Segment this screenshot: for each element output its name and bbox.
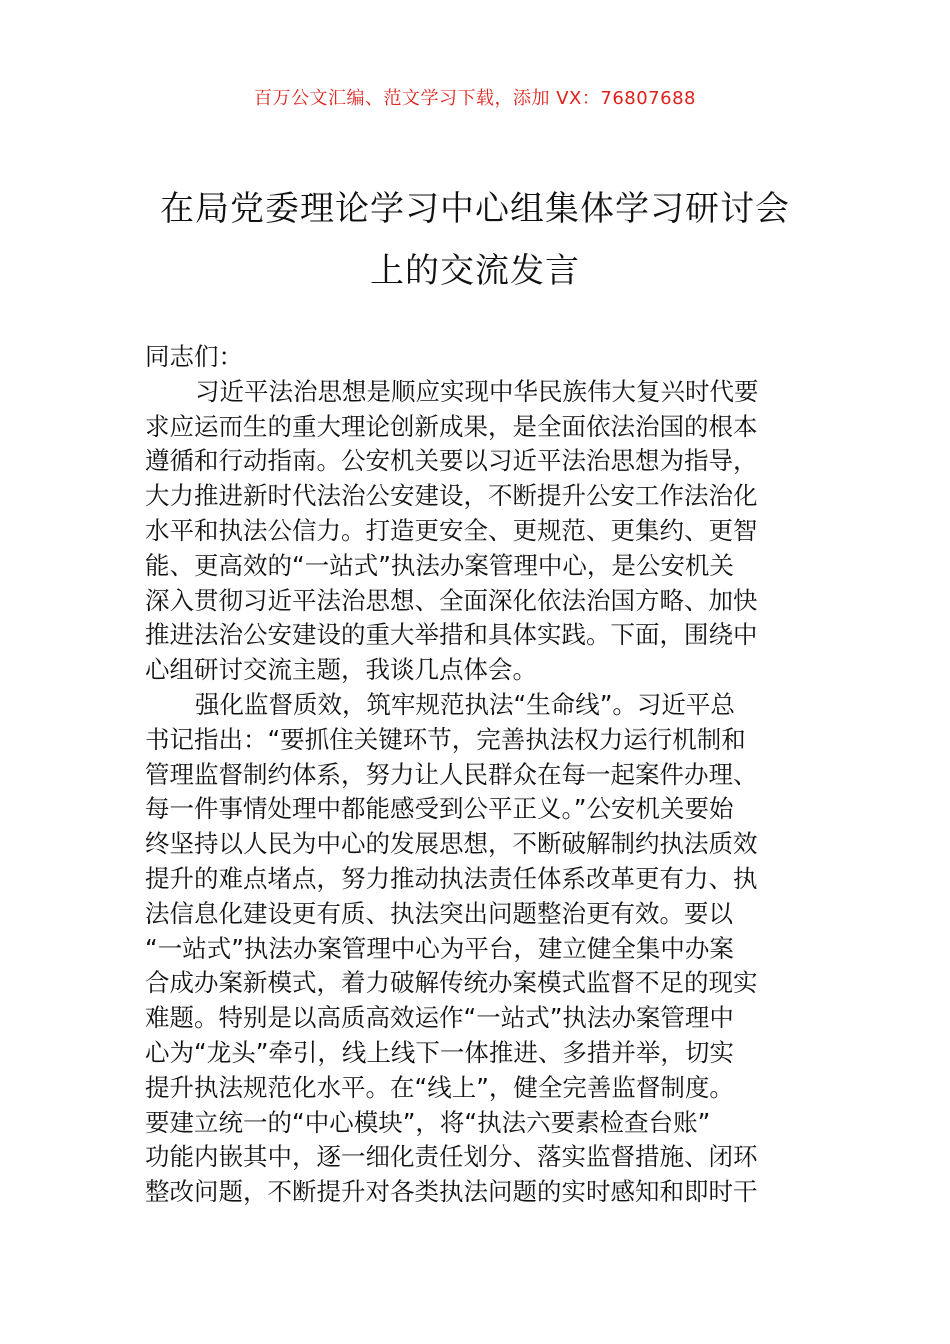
paragraph-1 [145,375,807,688]
paragraph-line: 书记指出：“要抓住关键环节，完善执法权力运行机制和 [145,724,746,754]
paragraph-line: 水平和执法公信力。打造更安全、更规范、更集约、更智 [145,515,758,545]
paragraph-line: 每一件事情处理中都能感受到公平正义。”公安机关要始 [145,794,734,824]
paragraph-line: “一站式”执法办案管理中心为平台，建立健全集中办案 [145,933,734,963]
paragraph-line: 提升的难点堵点，努力推动执法责任体系改革更有力、执 [145,863,758,893]
paragraph-line: 要建立统一的“中心模块”，将“执法六要素检查台账” [145,1107,711,1137]
document-title [140,178,810,302]
paragraph-line: 能、更高效的“一站式”执法办案管理中心，是公安机关 [145,550,734,580]
paragraph-line: 推进法治公安建设的重大举措和具体实践。下面，围绕中 [145,620,758,650]
paragraph-line: 习近平法治思想是顺应实现中华民族伟大复兴时代要 [195,376,759,406]
paragraph-line: 合成办案新模式，着力破解传统办案模式监督不足的现实 [145,968,758,998]
title-line-2: 上的交流发言 [370,251,580,291]
document-body [145,340,807,1210]
paragraph-line: 功能内嵌其中，逐一细化责任划分、落实监督措施、闭环 [145,1142,758,1172]
title-line-1: 在局党委理论学习中心组集体学习研讨会 [160,189,790,229]
paragraph-line: 求应运而生的重大理论创新成果，是全面依法治国的根本 [145,411,758,441]
paragraph-line: 强化监督质效，筑牢规范执法“生命线”。习近平总 [195,689,735,719]
paragraph-line: 整改问题，不断提升对各类执法问题的实时感知和即时干 [145,1177,758,1207]
paragraph-line: 心为“龙头”牵引，线上线下一体推进、多措并举，切实 [145,1037,734,1067]
salutation: 同志们： [145,342,243,371]
paragraph-line: 管理监督制约体系，努力让人民群众在每一起案件办理、 [145,759,758,789]
paragraph-line: 难题。特别是以高质高效运作“一站式”执法办案管理中 [145,1003,734,1033]
paragraph-line: 深入贯彻习近平法治思想、全面深化依法治国方略、加快 [145,585,758,615]
paragraph-2 [145,688,807,1210]
paragraph-line: 心组研讨交流主题，我谈几点体会。 [145,655,537,685]
paragraph-line: 遵循和行动指南。公安机关要以习近平法治思想为指导， [145,446,758,476]
paragraph-line: 大力推进新时代法治公安建设，不断提升公安工作法治化 [145,481,758,511]
paragraph-line: 法信息化建设更有质、执法突出问题整治更有效。要以 [145,898,733,928]
paragraph-line: 提升执法规范化水平。在“线上”，健全完善监督制度。 [145,1072,734,1102]
header-note: 百万公文汇编、范文学习下载，添加 VX：76807688 [254,88,696,109]
paragraph-line: 终坚持以人民为中心的发展思想，不断破解制约执法质效 [145,829,758,859]
